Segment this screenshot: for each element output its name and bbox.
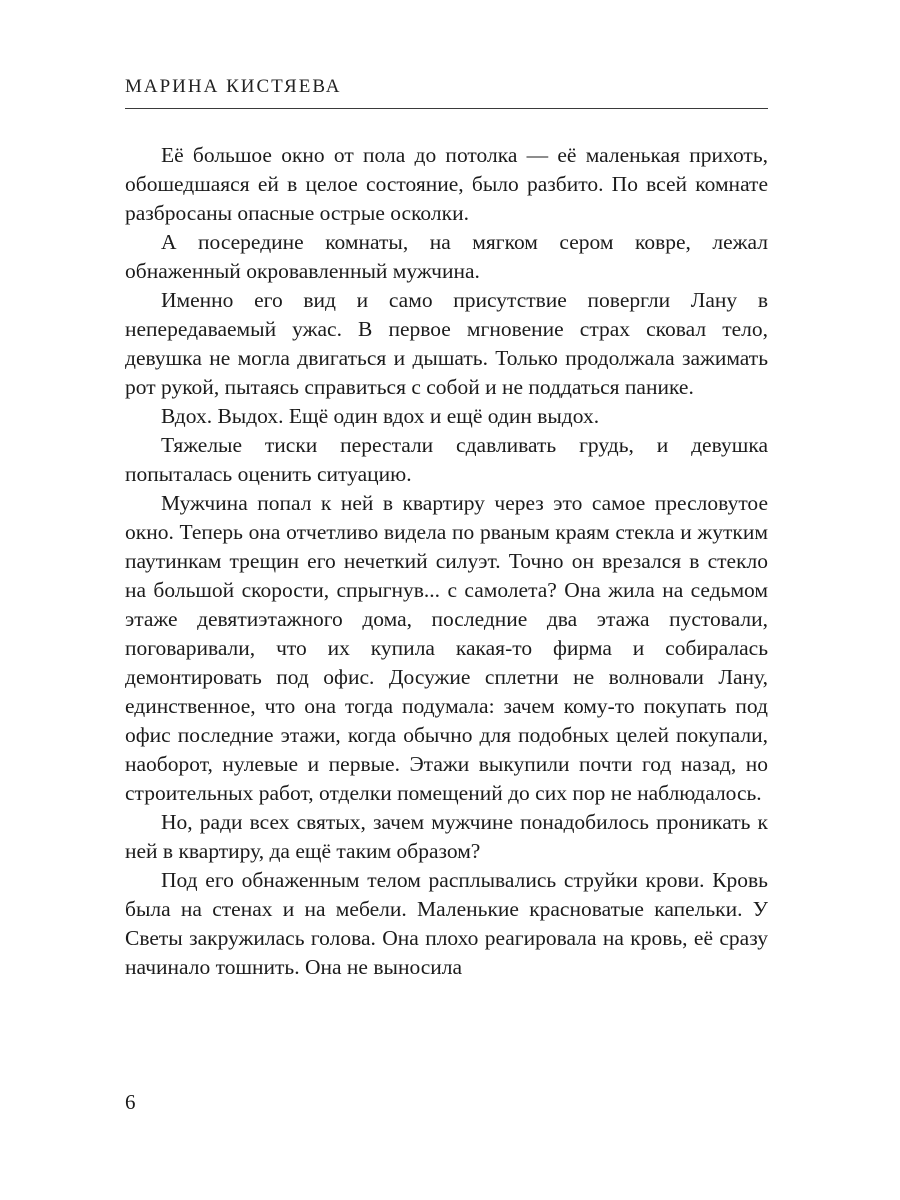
page-number: 6 [125, 1090, 136, 1114]
paragraph: Тяжелые тиски перестали сдавливать грудь, и девушка попыталась оценить ситуацию. [125, 433, 768, 486]
paragraph: Под его обнаженным телом расплывались струйки крови. Кровь была на стенах и на мебели. Маленькие красноватые капельки. У Светы закружилась голова. Она плохо реагировала на кровь, её сразу начинало тошнить. Она не выносила [125, 868, 768, 979]
author-name: МАРИНА КИСТЯЕВА [125, 76, 342, 97]
body-text [125, 141, 768, 982]
paragraph: А посередине комнаты, на мягком сером ковре, лежал обнаженный окровавленный мужчина. [125, 230, 768, 283]
page-footer [125, 1090, 136, 1115]
paragraph: Но, ради всех святых, зачем мужчине понадобилось проникать к ней в квартиру, да ещё таким образом? [125, 810, 768, 863]
paragraph: Её большое окно от пола до потолка — её маленькая прихоть, обошедшаяся ей в целое состояние, было разбито. По всей комнате разбросаны опасные острые осколки. [125, 143, 768, 225]
paragraph: Вдох. Выдох. Ещё один вдох и ещё один выдох. [161, 404, 600, 428]
paragraph: Именно его вид и само присутствие повергли Лану в непередаваемый ужас. В первое мгновение страх сковал тело, девушка не могла двигаться и дышать. Только продолжала зажимать рот рукой, пытаясь справиться с собой и не поддаться панике. [125, 288, 768, 399]
header-rule [125, 108, 768, 109]
page-header [125, 76, 768, 109]
paragraph: Мужчина попал к ней в квартиру через это самое пресловутое окно. Теперь она отчетливо видела по рваным краям стекла и жутким паутинкам трещин его нечеткий силуэт. Точно он врезался в стекло на большой скорости, спрыгнув... с самолета? Она жила на седьмом этаже девятиэтажного дома, последние два этажа пустовали, поговаривали, что их купила какая-то фирма и собиралась демонтировать под офис. Досужие сплетни не волновали Лану, единственное, что она тогда подумала: зачем кому-то покупать под офис последние этажи, когда обычно для подобных целей покупали, наоборот, нулевые и первые. Этажи выкупили почти год назад, но строительных работ, отделки помещений до сих пор не наблюдалось. [125, 491, 768, 805]
